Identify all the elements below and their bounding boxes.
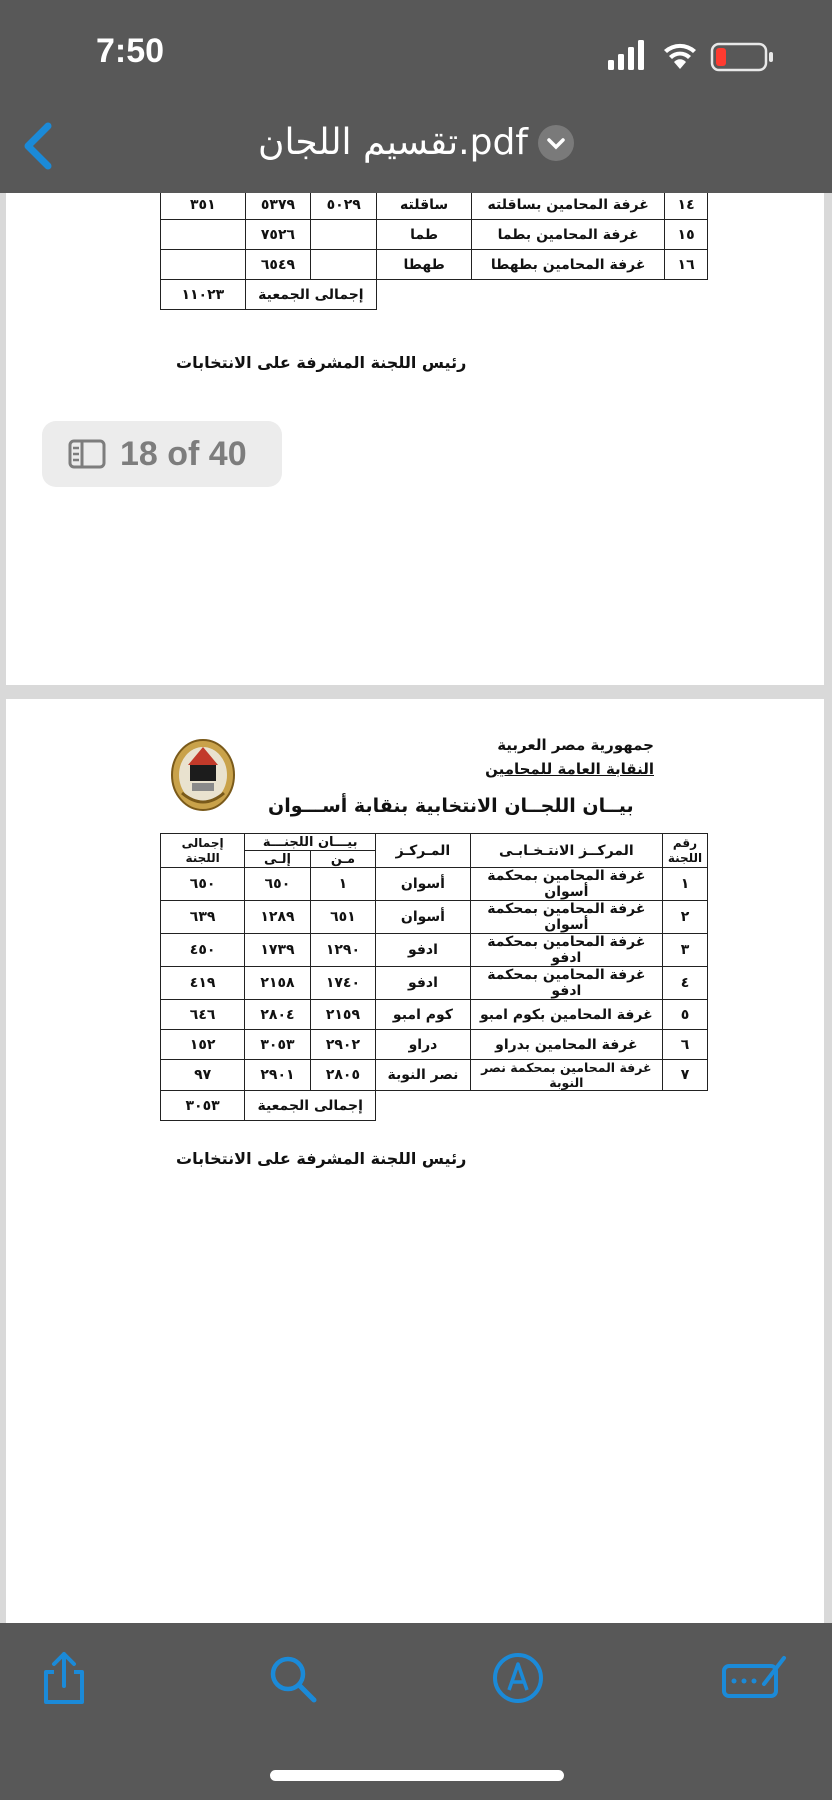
cell-center: غرفة المحامين بمحكمة أسوان <box>470 868 662 901</box>
cell-center: غرفة المحامين بطما <box>472 220 665 250</box>
table-row <box>161 250 708 280</box>
col-header-center: المركــز الانتـخـابـى <box>470 834 662 868</box>
col-header-total: إجمالى اللجنة <box>161 834 245 868</box>
page-indicator-label: 18 of 40 <box>120 434 247 473</box>
pdf-page-current <box>6 699 824 1623</box>
col-header-markaz: المـركـز <box>376 834 471 868</box>
syndicate-emblem-logo <box>168 735 238 815</box>
cell-center: غرفة المحامين بمحكمة نصر النوبة <box>470 1060 662 1091</box>
cell-markaz: أسوان <box>376 901 471 934</box>
cell-num: ٧ <box>662 1060 707 1091</box>
sidebar-thumbnails-icon <box>68 439 106 469</box>
table-row <box>161 934 708 967</box>
cell-to: ١٧٣٩ <box>245 934 310 967</box>
markup-pen-icon[interactable] <box>490 1650 546 1706</box>
cell-markaz: طما <box>377 220 472 250</box>
cell-from: ١ <box>310 868 375 901</box>
table-row <box>161 967 708 1000</box>
cell-to: ٦٥٠ <box>245 868 310 901</box>
page-header <box>485 733 654 781</box>
cell-to: ٥٣٧٩ <box>245 193 311 220</box>
cell-total: ٩٧ <box>161 1060 245 1091</box>
cell-to: ٢٩٠١ <box>245 1060 310 1091</box>
cell-to: ٦٥٤٩ <box>245 250 311 280</box>
page-title: بيــان اللجــان الانتخابية بنقابة أســـوان <box>268 795 634 817</box>
document-title-label: تقسيم اللجان.pdf <box>258 122 528 163</box>
table-row <box>161 901 708 934</box>
table-row <box>161 868 708 901</box>
cell-total: ٤١٩ <box>161 967 245 1000</box>
page-footer-signature: رئيس اللجنة المشرفة على الانتخابات <box>176 1149 467 1168</box>
cell-center: غرفة المحامين بمحكمة ادفو <box>470 967 662 1000</box>
cell-to: ٢١٥٨ <box>245 967 310 1000</box>
table-row <box>161 1030 708 1060</box>
col-header-range: بيـــان اللجنـــة <box>245 834 376 851</box>
total-value: ١١٠٢٣ <box>161 280 246 310</box>
cell-markaz: طهطا <box>377 250 472 280</box>
header-syndicate: النقابة العامة للمحامين <box>485 760 654 778</box>
table-header-row <box>161 834 708 851</box>
cell-to: ٣٠٥٣ <box>245 1030 310 1060</box>
cell-from <box>311 220 377 250</box>
cell-center: غرفة المحامين بكوم امبو <box>470 1000 662 1030</box>
cell-from <box>311 250 377 280</box>
committees-table-previous <box>160 193 708 310</box>
cell-from: ١٢٩٠ <box>310 934 375 967</box>
cell-center: غرفة المحامين بمحكمة ادفو <box>470 934 662 967</box>
cell-num: ٤ <box>662 967 707 1000</box>
cell-num: ٣ <box>662 934 707 967</box>
cell-from: ٦٥١ <box>310 901 375 934</box>
total-row <box>161 1091 708 1121</box>
search-icon[interactable] <box>264 1650 320 1706</box>
cell-num: ١٦ <box>665 250 708 280</box>
cell-total: ٦٤٦ <box>161 1000 245 1030</box>
cell-total <box>161 250 246 280</box>
cell-to: ١٢٨٩ <box>245 901 310 934</box>
cell-num: ١٤ <box>665 193 708 220</box>
cell-total: ٦٥٠ <box>161 868 245 901</box>
table-row <box>161 1000 708 1030</box>
cell-from: ١٧٤٠ <box>310 967 375 1000</box>
cell-center: غرفة المحامين بدراو <box>470 1030 662 1060</box>
cell-markaz: أسوان <box>376 868 471 901</box>
committees-table <box>160 833 708 1121</box>
annotation-keyboard-icon[interactable] <box>720 1650 792 1706</box>
pdf-viewer[interactable] <box>0 193 832 1623</box>
cell-num: ٢ <box>662 901 707 934</box>
cellular-signal-icon <box>608 40 644 70</box>
top-navigation-bar <box>0 0 832 193</box>
cell-markaz: دراو <box>376 1030 471 1060</box>
col-header-num: رقم اللجنة <box>662 834 707 868</box>
document-title[interactable] <box>0 122 832 163</box>
total-label: إجمالى الجمعية <box>245 280 377 310</box>
col-header-to: إلـى <box>245 851 310 868</box>
cell-center: غرفة المحامين بطهطا <box>472 250 665 280</box>
cell-from: ٥٠٢٩ <box>311 193 377 220</box>
cell-total: ٣٥١ <box>161 193 246 220</box>
cell-markaz: ادفو <box>376 934 471 967</box>
cell-center: غرفة المحامين بمحكمة أسوان <box>470 901 662 934</box>
cell-num: ١٥ <box>665 220 708 250</box>
cell-from: ٢٩٠٢ <box>310 1030 375 1060</box>
cell-num: ٦ <box>662 1030 707 1060</box>
title-menu-chevron-icon[interactable] <box>538 125 574 161</box>
cell-to: ٧٥٢٦ <box>245 220 311 250</box>
page-indicator-badge[interactable] <box>42 421 282 487</box>
total-value: ٣٠٥٣ <box>161 1091 245 1121</box>
cell-num: ١ <box>662 868 707 901</box>
table-row <box>161 193 708 220</box>
cell-num: ٥ <box>662 1000 707 1030</box>
cell-markaz: كوم امبو <box>376 1000 471 1030</box>
cell-total: ٦٣٩ <box>161 901 245 934</box>
total-row <box>161 280 708 310</box>
status-time: 7:50 <box>96 32 165 70</box>
cell-markaz: نصر النوبة <box>376 1060 471 1091</box>
cell-markaz: ادفو <box>376 967 471 1000</box>
cell-total <box>161 220 246 250</box>
cell-total: ١٥٢ <box>161 1030 245 1060</box>
table-row <box>161 1060 708 1091</box>
cell-markaz: ساقلته <box>377 193 472 220</box>
battery-icon <box>712 44 773 70</box>
wifi-icon <box>664 44 696 69</box>
header-country: جمهورية مصر العربية <box>497 736 654 754</box>
total-label: إجمالى الجمعية <box>245 1091 376 1121</box>
col-header-from: مـن <box>310 851 375 868</box>
cell-total: ٤٥٠ <box>161 934 245 967</box>
home-indicator[interactable] <box>270 1770 564 1781</box>
cell-from: ٢٨٠٥ <box>310 1060 375 1091</box>
cell-from: ٢١٥٩ <box>310 1000 375 1030</box>
cell-to: ٢٨٠٤ <box>245 1000 310 1030</box>
page-footer-signature: رئيس اللجنة المشرفة على الانتخابات <box>176 353 467 372</box>
cell-center: غرفة المحامين بساقلته <box>472 193 665 220</box>
share-icon[interactable] <box>36 1650 92 1706</box>
status-icons <box>608 38 778 74</box>
table-row <box>161 220 708 250</box>
